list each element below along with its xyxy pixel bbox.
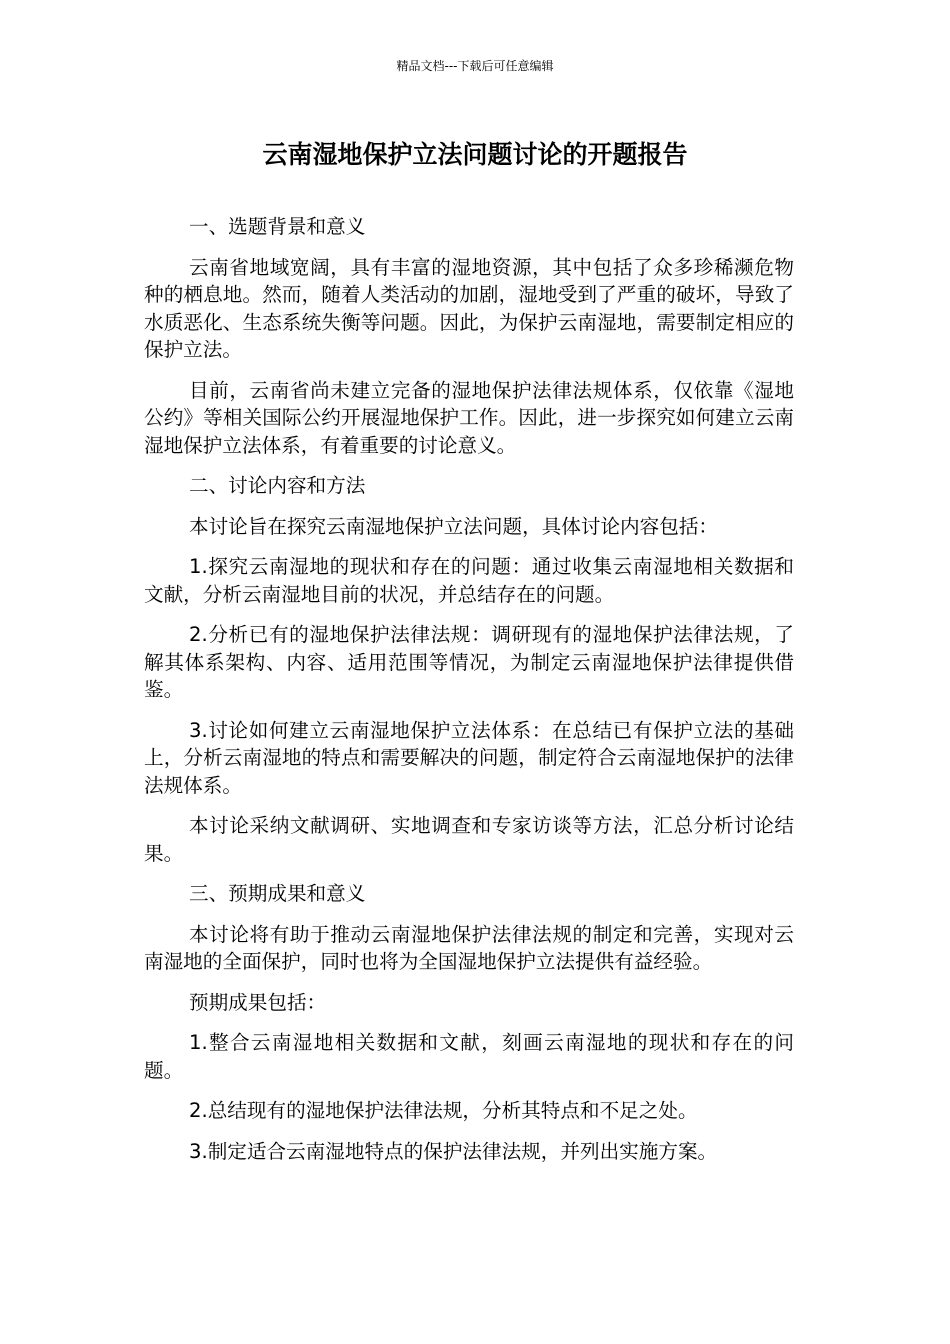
section-heading-content-method: 二、讨论内容和方法 [189, 474, 366, 497]
list-item-outcome-3: 3.制定适合云南湿地特点的保护法律法规，并列出实施方案。 [189, 1139, 718, 1163]
paragraph-outcomes-intro: 预期成果包括： [189, 990, 327, 1014]
list-item-content-1: 1.探究云南湿地的现状和存在的问题：通过收集云南湿地相关数据和文献，分析云南湿地目前的状况，并总结存在的问题。 [144, 555, 794, 606]
section-heading-background: 一、选题背景和意义 [189, 215, 366, 238]
paragraph-current-status: 目前，云南省尚未建立完备的湿地保护法律法规体系，仅依靠《湿地公约》等相关国际公约开展湿地保护工作。因此，进一步探究如何建立云南湿地保护立法体系，有着重要的讨论意义。 [144, 378, 794, 457]
paragraph-background: 云南省地域宽阔，具有丰富的湿地资源，其中包括了众多珍稀濒危物种的栖息地。然而，随着人类活动的加剧，湿地受到了严重的破坏，导致了水质恶化、生态系统失衡等问题。因此，为保护云南湿地，需要制定相应的保护立法。 [144, 255, 794, 361]
list-item-outcome-1: 1.整合云南湿地相关数据和文献，刻画云南湿地的现状和存在的问题。 [144, 1031, 794, 1082]
document-title: 云南湿地保护立法问题讨论的开题报告 [262, 140, 688, 169]
list-item-content-3: 3.讨论如何建立云南湿地保护立法体系：在总结已有保护立法的基础上，分析云南湿地的特点和需要解决的问题，制定符合云南湿地保护的法律法规体系。 [144, 718, 794, 797]
list-item-outcome-2: 2.总结现有的湿地保护法律法规，分析其特点和不足之处。 [189, 1099, 698, 1122]
list-item-content-2: 2.分析已有的湿地保护法律法规：调研现有的湿地保护法律法规，了解其体系架构、内容、适用范围等情况，为制定云南湿地保护法律提供借鉴。 [144, 623, 794, 701]
header-watermark: 精品文档---下载后可任意编辑 [396, 59, 554, 73]
paragraph-outcomes: 本讨论将有助于推动云南湿地保护法律法规的制定和完善，实现对云南湿地的全面保护，同时也将为全国湿地保护立法提供有益经验。 [144, 922, 794, 973]
paragraph-content-intro: 本讨论旨在探究云南湿地保护立法问题，具体讨论内容包括： [189, 514, 719, 538]
paragraph-method: 本讨论采纳文献调研、实地调查和专家访谈等方法，汇总分析讨论结果。 [144, 814, 794, 865]
document-body [144, 213, 794, 1178]
section-heading-outcomes: 三、预期成果和意义 [189, 882, 366, 905]
